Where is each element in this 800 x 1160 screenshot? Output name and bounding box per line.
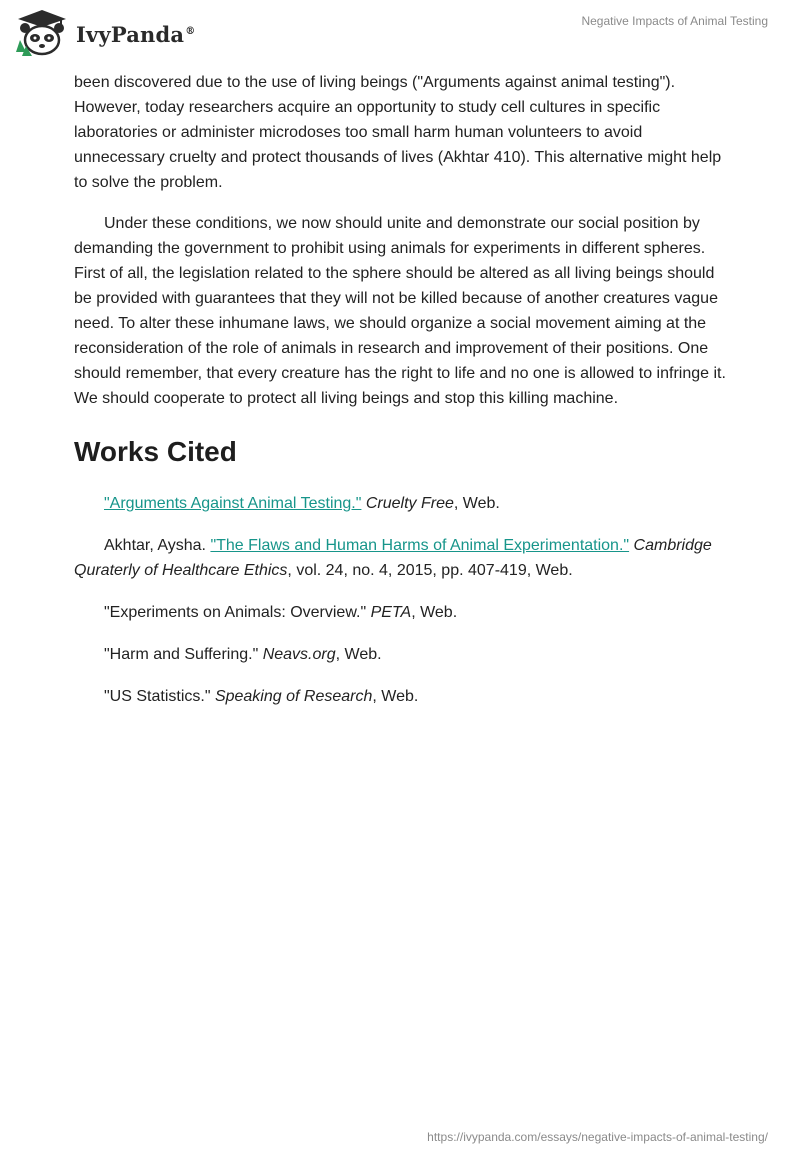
body-paragraph: been discovered due to the use of living beings ("Arguments against animal testing"). However, today researchers acquire an opportunity to study cell cultures in specific laboratories or administer microdoses too small harm human volunteers to avoid unnecessary cruelty and protect thousands of lives (Akhtar 410). This alternative might help to solve the problem. [74,74,722,191]
citation-entry [74,600,730,625]
citation-source: PETA [370,604,412,621]
citation-tail: , Web. [453,495,500,512]
citation-link[interactable]: "The Flaws and Human Harms of Animal Experimentation." [210,537,630,554]
citation-link[interactable]: "Arguments Against Animal Testing." [104,495,362,512]
citation-entry [74,533,730,583]
source-url: https://ivypanda.com/essays/negative-impacts-of-animal-testing/ [427,1130,768,1144]
citation-source: Neavs.org [262,646,336,663]
citation-source: Speaking of Research [214,688,373,705]
citation-entry [74,642,730,667]
citation-source: Cambridge Quraterly of Healthcare Ethics [74,537,712,579]
running-head: Negative Impacts of Animal Testing [581,14,768,28]
citation-title: "Harm and Suffering." [104,646,263,663]
citation-source: Cruelty Free [365,495,454,512]
citation-title: "Experiments on Animals: Overview." [104,604,371,621]
citation-tail: , Web. [335,646,382,663]
panda-graduate-icon [14,8,70,58]
essay-content [74,70,730,726]
citation-entry [74,684,730,709]
citation-tail: , Web. [411,604,458,621]
logo-wordmark: IvyPanda® [76,21,196,47]
ivypanda-logo[interactable] [14,8,195,58]
citation-title: "US Statistics." [104,688,215,705]
citation-entry [74,491,730,516]
citation-tail: , vol. 24, no. 4, 2015, pp. 407-419, Web. [287,562,573,579]
citation-tail: , Web. [372,688,419,705]
body-paragraph: Under these conditions, we now should unite and demonstrate our social position by demanding the government to prohibit using animals for experiments in different spheres. First of all, the legislation related to the sphere should be altered as all living beings should be provided with guarantees that they will not be killed because of another creatures vague need. To alter these inhumane laws, we should organize a social movement aiming at the reconsideration of the role of animals in research and improvement of their positions. One should remember, that every creature has the right to life and no one is allowed to infringe it. We should cooperate to protect all living beings and stop this killing machine. [74,215,726,407]
works-cited-heading: Works Cited [74,436,237,467]
citation-author: Akhtar, Aysha. [104,537,211,554]
